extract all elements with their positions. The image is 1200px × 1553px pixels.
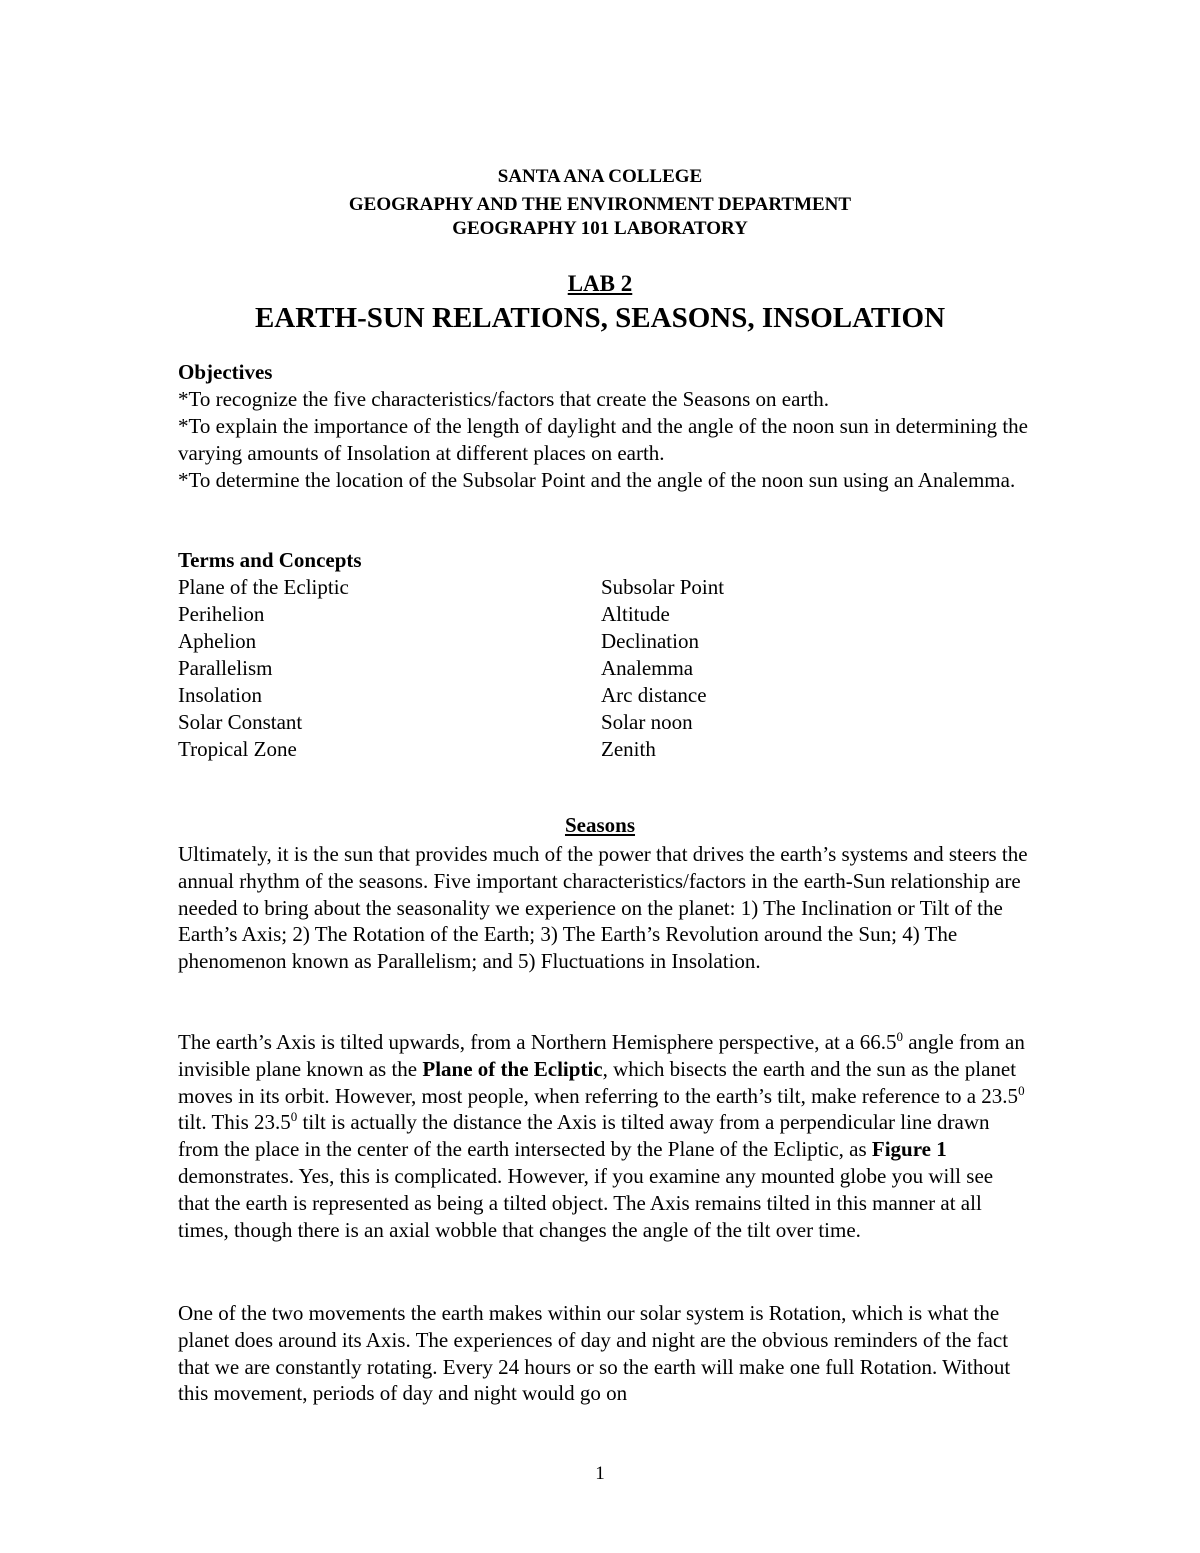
lab-number: LAB 2 bbox=[567, 271, 633, 296]
objective-item: *To determine the location of the Subsolar Point and the angle of the noon sun using an Analemma. bbox=[178, 468, 1016, 492]
degree-symbol: 0 bbox=[1018, 1082, 1025, 1098]
term-item: Analemma bbox=[601, 656, 694, 680]
course-name: GEOGRAPHY 101 LABORATORY bbox=[452, 218, 748, 239]
objectives-heading: Objectives bbox=[178, 360, 273, 384]
objective-item: *To explain the importance of the length of daylight and the angle of the noon sun in determining the varying amounts of Insolation at different places on earth. bbox=[178, 414, 1028, 465]
seasons-heading: Seasons bbox=[564, 813, 636, 837]
term-item: Zenith bbox=[601, 737, 656, 761]
term-item: Parallelism bbox=[178, 656, 273, 680]
term-item: Solar Constant bbox=[178, 710, 303, 734]
terms-right-column bbox=[601, 574, 724, 763]
objective-item: *To recognize the five characteristics/factors that create the Seasons on earth. bbox=[178, 387, 829, 411]
term-plane-of-ecliptic: Plane of the Ecliptic bbox=[422, 1056, 603, 1081]
term-item: Perihelion bbox=[178, 602, 265, 626]
term-item: Subsolar Point bbox=[601, 575, 725, 599]
seasons-paragraph-1: Ultimately, it is the sun that provides much of the power that drives the earth’s systems and steers the annual rhythm of the seasons. Five important characteristics/factors in the earth-Sun relationship are needed to bring about the seasonality we experience on the planet: 1) The Inclination or Tilt of the Earth’s Axis; 2) The Rotation of the Earth; 3) The Earth’s Revolution around the Sun; 4) The phenomenon known as Parallelism; and 5) Fluctuations in Insolation. bbox=[178, 842, 1028, 974]
degree-symbol: 0 bbox=[896, 1029, 903, 1044]
terms-heading: Terms and Concepts bbox=[178, 548, 362, 572]
department-name: GEOGRAPHY AND THE ENVIRONMENT DEPARTMENT bbox=[348, 194, 852, 215]
term-item: Solar noon bbox=[601, 710, 693, 734]
degree-symbol: 0 bbox=[290, 1109, 298, 1125]
lab-title: EARTH-SUN RELATIONS, SEASONS, INSOLATION bbox=[254, 302, 946, 334]
objectives-section bbox=[178, 359, 1028, 494]
seasons-paragraph-2: The earth’s Axis is tilted upwards, from a Northern Hemisphere perspective, at a 66.5$^0$ angle from an invisible plane known as the Plane of the Ecliptic, which bisects the earth and the sun as the planet moves in its orbit. However, most people, when referring to the earth’s tilt, make reference to a 23.5$^0$ tilt. This 23.5$^0$ tilt is actually the distance the Axis is tilted away from a perpendicular line drawn from the place in the center of the earth intersected by the Plane of the Ecliptic, as Figure 1 demonstrates. Yes, this is complicated. However, if you examine any mounted globe you will see that the earth is represented as being a tilted object. The Axis remains tilted in this manner at all times, though there is an axial wobble that changes the angle of the tilt over time. bbox=[178, 1029, 1025, 1242]
term-item: Plane of the Ecliptic bbox=[178, 575, 349, 599]
term-item: Arc distance bbox=[601, 683, 707, 707]
term-item: Insolation bbox=[178, 683, 262, 707]
term-item: Declination bbox=[601, 629, 699, 653]
terms-left-column bbox=[178, 574, 349, 763]
page-number: 1 bbox=[595, 1463, 605, 1484]
terms-heading-wrap bbox=[178, 547, 1028, 574]
term-item: Tropical Zone bbox=[178, 737, 297, 761]
term-item: Aphelion bbox=[178, 629, 257, 653]
figure-1-reference: Figure 1 bbox=[871, 1137, 947, 1162]
seasons-paragraph-3: One of the two movements the earth makes within our solar system is Rotation, which is what the planet does around its Axis. The experiences of day and night are the obvious reminders of the fact that we are constantly rotating. Every 24 hours or so the earth will make one full Rotation. Without this movement, periods of day and night would go on bbox=[178, 1301, 1011, 1406]
term-item: Altitude bbox=[601, 602, 670, 626]
college-name: SANTA ANA COLLEGE bbox=[497, 166, 703, 187]
